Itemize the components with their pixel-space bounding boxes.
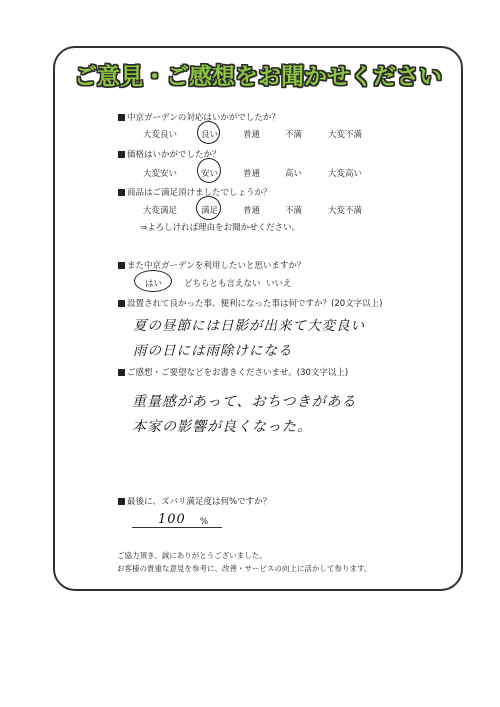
percent-unit: % <box>200 517 209 527</box>
question-label: また中京ガーデンを利用したいと思いますか？ <box>127 261 306 271</box>
question-product <box>118 186 272 198</box>
question-label: 商品はご満足頂けましたでしょうか？ <box>127 188 272 198</box>
bullet-square-icon <box>118 369 125 376</box>
bullet-square-icon <box>118 114 125 121</box>
selection-circle <box>196 196 221 220</box>
satisfaction-value: 100 <box>158 512 186 527</box>
selection-circle <box>134 270 172 292</box>
option-normal[interactable]: 普通 <box>243 169 261 179</box>
handwritten-answer-line: 重量感があって、おちつきがある <box>132 394 357 410</box>
bullet-square-icon <box>118 498 125 505</box>
option-good[interactable]: 良い <box>201 130 219 140</box>
option-very-satisfied[interactable]: 大変満足 <box>143 206 178 216</box>
reason-note: ⇒よろしければ理由をお聞かせください。 <box>140 223 301 233</box>
question-label: 中京ガーデンの対応はいかがでしたか？ <box>127 113 280 123</box>
selection-circle <box>197 158 221 183</box>
option-no[interactable]: いいえ <box>266 279 292 289</box>
option-very-good[interactable]: 大変良い <box>143 130 178 140</box>
question-service <box>118 111 280 123</box>
option-yes[interactable]: はい <box>145 279 163 289</box>
question-satisfaction <box>118 495 271 507</box>
bullet-square-icon <box>118 151 125 158</box>
option-satisfied[interactable]: 満足 <box>201 206 219 216</box>
question-label: 最後に、ズバリ満足度は何%ですか？ <box>127 497 272 507</box>
form-title: ご意見・ご感想をお聞かせください <box>74 64 442 90</box>
option-very-dissatisfied[interactable]: 大変不満 <box>328 130 363 140</box>
footer-note: お客様の貴重な意見を参考に、改善・サービスの向上に活かして参ります。 <box>117 564 372 573</box>
handwritten-answer-line: 雨の日には雨除けになる <box>133 343 293 359</box>
question-benefits <box>118 297 382 309</box>
bullet-square-icon <box>118 300 125 307</box>
question-comments <box>118 366 348 378</box>
footer-thanks: ご協力頂き、誠にありがとうございました。 <box>117 551 267 560</box>
option-very-expensive[interactable]: 大変高い <box>328 169 363 179</box>
option-very-cheap[interactable]: 大変安い <box>143 169 178 179</box>
question-reuse <box>118 259 305 271</box>
option-expensive[interactable]: 高い <box>285 169 303 179</box>
bullet-square-icon <box>118 262 125 269</box>
option-normal[interactable]: 普通 <box>243 206 261 216</box>
option-very-dissatisfied[interactable]: 大変不満 <box>328 206 363 216</box>
handwritten-answer-line: 本家の影響が良くなった。 <box>132 419 312 435</box>
question-label: ご感想・ご要望などをお書きくださいませ。(30文字以上) <box>127 368 349 378</box>
handwritten-answer-line: 夏の昼節には日影が出来て大変良い <box>133 318 365 334</box>
option-dissatisfied[interactable]: 不満 <box>285 130 303 140</box>
option-neutral[interactable]: どちらとも言えない <box>184 279 261 289</box>
answer-underline <box>132 527 222 528</box>
question-label: 設置されて良かった事、便利になった事は何ですか？(20文字以上) <box>127 299 383 309</box>
bullet-square-icon <box>118 189 125 196</box>
selection-circle <box>197 121 220 144</box>
option-dissatisfied[interactable]: 不満 <box>285 206 303 216</box>
option-cheap[interactable]: 安い <box>201 169 219 179</box>
option-normal[interactable]: 普通 <box>243 130 261 140</box>
question-label: 価格はいかがでしたか？ <box>127 150 221 160</box>
